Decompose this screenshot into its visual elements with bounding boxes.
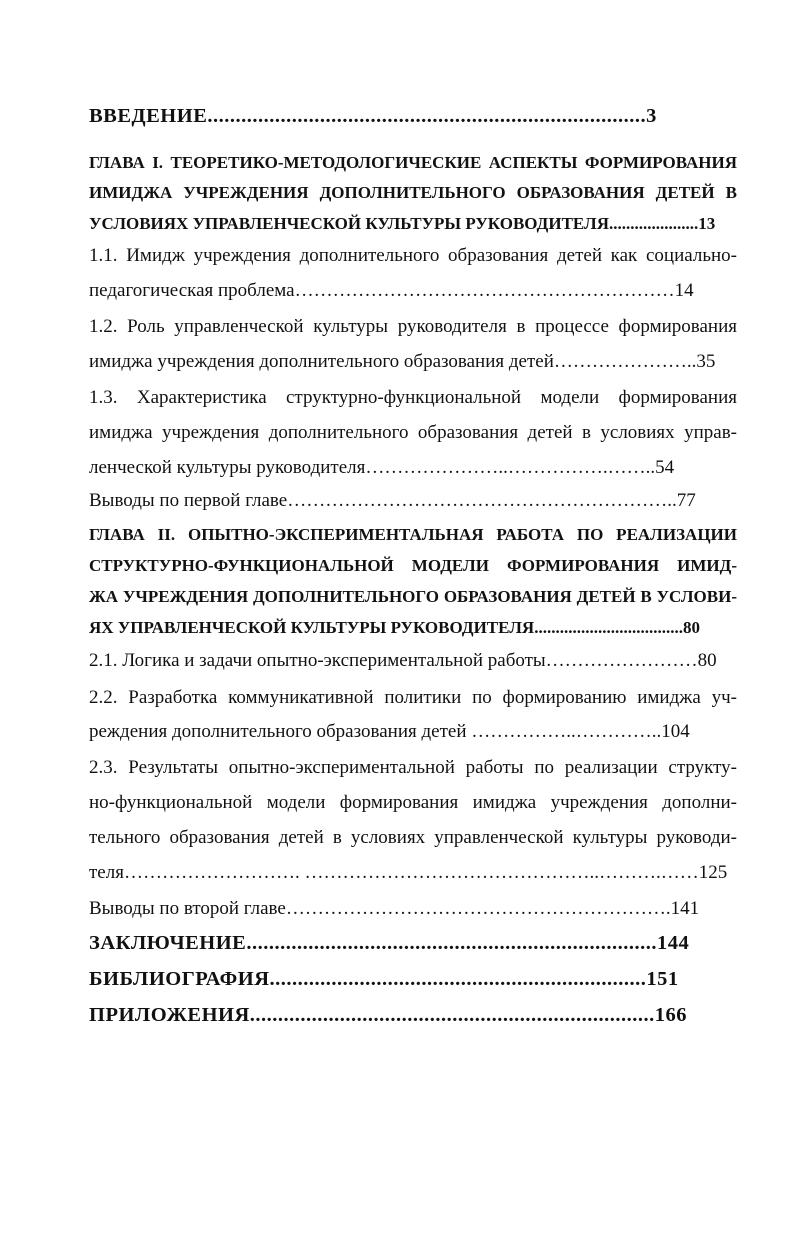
toc-chapter-1-line-2[interactable]: ИМИДЖА УЧРЕЖДЕНИЯ ДОПОЛНИТЕЛЬНОГО ОБРАЗОВАНИЯ ДЕТЕЙ В [89,183,737,202]
toc-section-2-3-line-1[interactable]: 2.3. Результаты опытно-экспериментальной работы по реализации структу- [89,757,737,778]
toc-section-2-2-line-2[interactable]: реждения дополнительного образования детей ……………..…………..104 [89,721,690,742]
toc-chapter-2-line-1[interactable]: ГЛАВА II. ОПЫТНО-ЭКСПЕРИМЕНТАЛЬНАЯ РАБОТА ПО РЕАЛИЗАЦИИ [89,525,737,544]
toc-chapter-2-line-4[interactable]: ЯХ УПРАВЛЕНЧЕСКОЙ КУЛЬТУРЫ РУКОВОДИТЕЛЯ...................................80 [89,618,700,637]
toc-chapter-1-line-3[interactable]: УСЛОВИЯХ УПРАВЛЕНЧЕСКОЙ КУЛЬТУРЫ РУКОВОДИТЕЛЯ.....................13 [89,214,716,233]
toc-section-1-3-line-3[interactable]: ленческой культуры руководителя…………………..…………….……..54 [89,457,675,478]
toc-section-1-3-line-1[interactable]: 1.3. Характеристика структурно-функциональной модели формирования [89,387,737,408]
toc-section-2-1[interactable]: 2.1. Логика и задачи опытно-экспериментальной работы……………………80 [89,650,717,671]
toc-chapter-2-line-2[interactable]: СТРУКТУРНО-ФУНКЦИОНАЛЬНОЙ МОДЕЛИ ФОРМИРОВАНИЯ ИМИД- [89,556,737,575]
toc-section-2-3-line-4[interactable]: теля………………………. ………………………………………..……….……125 [89,862,728,883]
toc-section-1-2-line-1[interactable]: 1.2. Роль управленческой культуры руководителя в процессе формирования [89,316,737,337]
toc-introduction[interactable]: ВВЕДЕНИЕ..............................................................................3 [89,105,657,127]
toc-conclusion[interactable]: ЗАКЛЮЧЕНИЕ.........................................................................144 [89,932,690,954]
toc-section-1-1-line-2[interactable]: педагогическая проблема……………………………………………………14 [89,280,694,301]
toc-section-2-3-line-3[interactable]: тельного образования детей в условиях управленческой культуры руководи- [89,827,737,848]
toc-bibliography[interactable]: БИБЛИОГРАФИЯ...................................................................151 [89,968,679,990]
toc-section-1-3-line-2[interactable]: имиджа учреждения дополнительного образования детей в условиях управ- [89,422,737,443]
toc-conclusions-chapter-1[interactable]: Выводы по первой главе……………………………………………………..77 [89,490,696,511]
toc-conclusions-chapter-2[interactable]: Выводы по второй главе…………………………………………………….141 [89,898,700,919]
toc-section-1-2-line-2[interactable]: имиджа учреждения дополнительного образования детей…………………..35 [89,351,716,372]
toc-chapter-2-line-3[interactable]: ЖА УЧРЕЖДЕНИЯ ДОПОЛНИТЕЛЬНОГО ОБРАЗОВАНИЯ ДЕТЕЙ В УСЛОВИ- [89,587,737,606]
toc-section-2-2-line-1[interactable]: 2.2. Разработка коммуникативной политики по формированию имиджа уч- [89,687,737,708]
toc-appendices[interactable]: ПРИЛОЖЕНИЯ........................................................................166 [89,1004,688,1026]
toc-section-1-1-line-1[interactable]: 1.1. Имидж учреждения дополнительного образования детей как социально- [89,245,737,266]
toc-chapter-1-line-1[interactable]: ГЛАВА I. ТЕОРЕТИКО-МЕТОДОЛОГИЧЕСКИЕ АСПЕКТЫ ФОРМИРОВАНИЯ [89,153,737,172]
toc-section-2-3-line-2[interactable]: но-функциональной модели формирования имиджа учреждения дополни- [89,792,737,813]
